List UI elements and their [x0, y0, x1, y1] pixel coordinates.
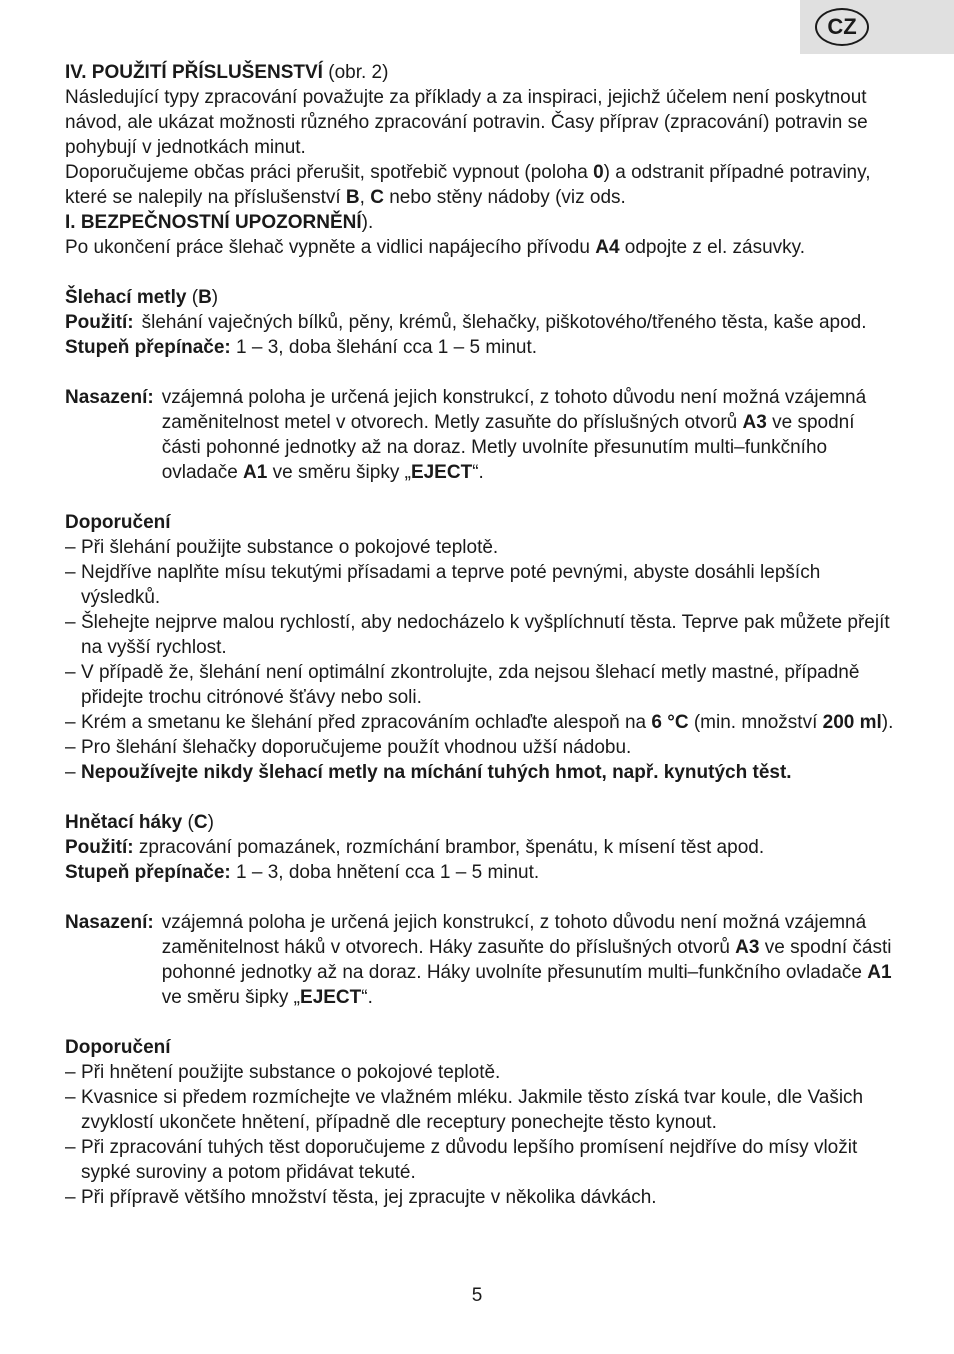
section-title: IV. POUŽITÍ PŘÍSLUŠENSTVÍ: [65, 62, 323, 83]
list-item: – Kvasnice si předem rozmíchejte ve vlažném mléku. Jakmile těsto získá tvar koule, dle Vašich zvyklostí ukončete hnětení, případně dle receptury ponechejte těsto kynout.: [65, 1087, 864, 1133]
list-item: – Krém a smetanu ke šlehání před zpracováním ochlaďte alespoň na 6 °C (min. množství 200 ml).: [65, 712, 894, 733]
intro-paragraph-3: Po ukončení práce šlehač vypněte a vidlici napájecího přívodu A4 odpojte z el. zásuvky.: [65, 237, 806, 258]
list-item: – Při šlehání použijte substance o pokojové teplotě.: [65, 537, 499, 558]
document-body: [65, 60, 895, 1210]
intro-paragraph-2: Doporučujeme občas práci přerušit, spotřebič vypnout (poloha 0) a odstranit případné potraviny, které se nalepily na příslušenství B, C nebo stěny nádoby (viz ods. I. BEZPEČNOSTNÍ UPOZORNĚNÍ).: [65, 162, 871, 233]
list-item-warning: – Nepoužívejte nikdy šlehací metly na míchání tuhých hmot, např. kynutých těst.: [65, 762, 792, 783]
language-tab: [800, 0, 954, 54]
list-item: – Pro šlehání šlehačky doporučujeme použít vhodnou užší nádobu.: [65, 737, 632, 758]
list-item: – Nejdříve naplňte mísu tekutými přísadami a teprve poté pevnými, abyste dosáhli lepších výsledků.: [65, 562, 821, 608]
list-item: – Při hnětení použijte substance o pokojové teplotě.: [65, 1062, 501, 1083]
whisk-recommendations-title: Doporučení: [65, 512, 171, 533]
whisk-use: Použití: šlehání vaječných bílků, pěny, krémů, šlehačky, piškotového/třeného těsta, kaše apod.: [65, 312, 867, 333]
language-badge: CZ: [815, 8, 869, 46]
hooks-speed: Stupeň přepínače: 1 – 3, doba hnětení cca 1 – 5 minut.: [65, 862, 540, 883]
list-item: – Při přípravě většího množství těsta, jej zpracujte v několika dávkách.: [65, 1187, 657, 1208]
list-item: – V případě že, šlehání není optimální zkontrolujte, zda nejsou šlehací metly mastné, případně přidejte trochu citrónové šťávy nebo soli.: [65, 662, 860, 708]
intro-paragraph-1: Následující typy zpracování považujte za příklady a za inspiraci, jejichž účelem není poskytnout návod, ale ukázat možnosti různého zpracování potravin. Časy příprav (zpracování) potravin se pohybují v jednotkách minut.: [65, 87, 868, 158]
hooks-use: Použití: zpracování pomazánek, rozmíchání brambor, špenátu, k mísení těst apod.: [65, 837, 765, 858]
section-heading: [65, 60, 895, 85]
page-number: 5: [471, 1285, 483, 1306]
list-item: – Šlehejte nejprve malou rychlostí, aby nedocházelo k vyšplíchnutí těsta. Teprve pak můžete přejít na vyšší rychlost.: [65, 612, 890, 658]
whisk-speed: Stupeň přepínače: 1 – 3, doba šlehání cca 1 – 5 minut.: [65, 337, 538, 358]
hooks-fitting: Nasazení: vzájemná poloha je určená jejich konstrukcí, z tohoto důvodu není možná vzájemná zaměnitelnost háků v otvorech. Háky zasuňte do příslušných otvorů A3 ve spodní části pohonné jednotky až na doraz. Háky uvolníte přesunutím multi–funkčního ovladače A1 ve směru šipky „EJECT“.: [65, 912, 892, 1008]
figure-reference: (obr. 2): [322, 62, 389, 83]
list-item: – Při zpracování tuhých těst doporučujeme z důvodu lepšího promísení nejdříve do mísy vložit sypké suroviny a potom přidávat tekuté.: [65, 1137, 858, 1183]
safety-reference: I. BEZPEČNOSTNÍ UPOZORNĚNÍ: [65, 212, 362, 233]
whisk-fitting: Nasazení: vzájemná poloha je určená jejich konstrukcí, z tohoto důvodu není možná vzájemná zaměnitelnost metel v otvorech. Metly zasuňte do příslušných otvorů A3 ve spodní části pohonné jednotky až na doraz. Metly uvolníte přesunutím multi–funkčního ovladače A1 ve směru šipky „EJECT“.: [65, 387, 867, 483]
hooks-heading: Hnětací háky (C): [65, 812, 214, 833]
hooks-recommendations-title: Doporučení: [65, 1037, 171, 1058]
whisk-heading: Šlehací metly (B): [65, 287, 219, 308]
